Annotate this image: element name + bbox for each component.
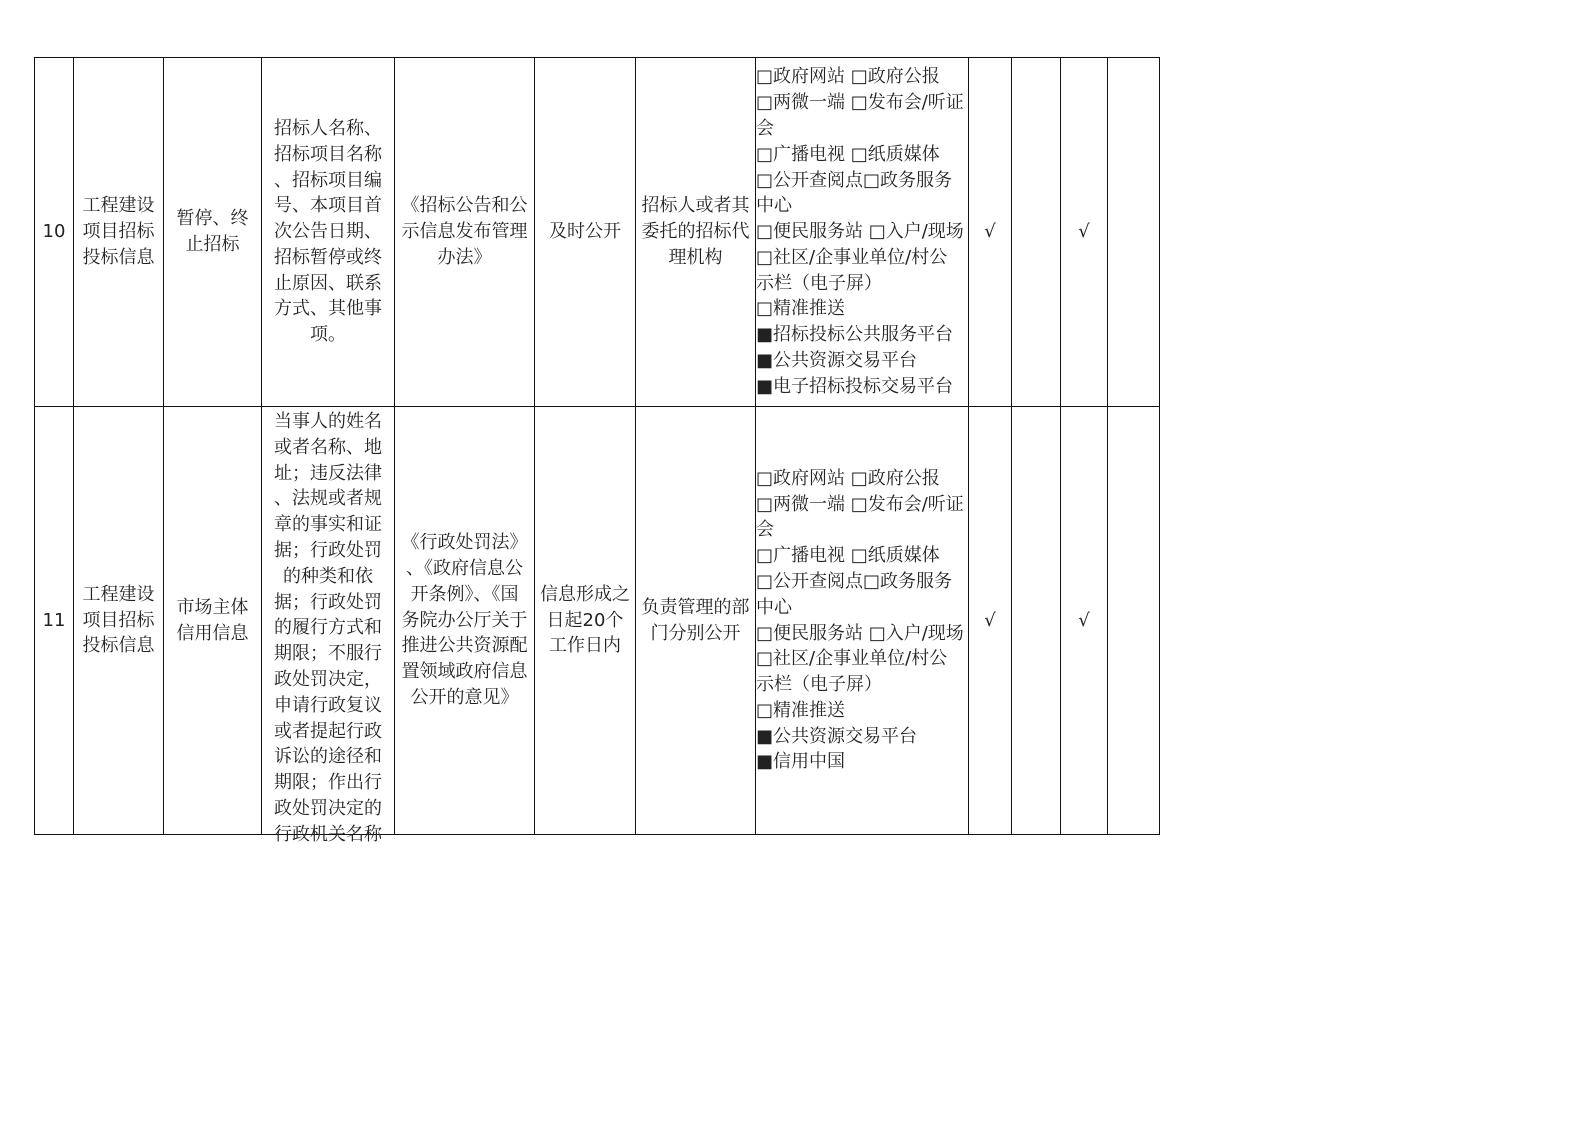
check-cell-d bbox=[1108, 58, 1160, 407]
content-cell: 当事人的姓名 或者名称、地 址；违反法律 、法规或者规 章的事实和证 据；行政处罚 的种类和依 据；行政处罚 的履行方式和 期限；不服行 政处罚决定， 申请行政复议 或者提起行政 诉讼的途径和 期限；作出行 政处罚决定的 行政机关名称 bbox=[262, 407, 395, 835]
check-cell-c: √ bbox=[1061, 407, 1108, 835]
check-cell-b bbox=[1012, 407, 1061, 835]
category-cell: 工程建设 项目招标 投标信息 bbox=[74, 58, 164, 407]
disclosure-table bbox=[34, 57, 1160, 845]
item-cell: 市场主体 信用信息 bbox=[164, 407, 262, 835]
row-index: 10 bbox=[35, 58, 74, 407]
check-cell-c: √ bbox=[1061, 58, 1108, 407]
check-cell-a: √ bbox=[969, 407, 1012, 835]
timing-cell: 及时公开 bbox=[535, 58, 636, 407]
category-cell: 工程建设 项目招标 投标信息 bbox=[74, 407, 164, 835]
table-row bbox=[35, 58, 1160, 407]
row-index: 11 bbox=[35, 407, 74, 835]
item-cell: 暂停、终 止招标 bbox=[164, 58, 262, 407]
subject-cell: 负责管理的部 门分别公开 bbox=[636, 407, 756, 835]
subject-cell: 招标人或者其 委托的招标代 理机构 bbox=[636, 58, 756, 407]
channels-cell: □政府网站 □政府公报 □两微一端 □发布会/听证 会 □广播电视 □纸质媒体 □公开查阅点□政务服务 中心 □便民服务站 □入户/现场 □社区/企事业单位/村公 示栏（电子屏） □精准推送 ■公共资源交易平台 ■信用中国 bbox=[756, 407, 969, 835]
table-row bbox=[35, 407, 1160, 835]
basis-cell: 《行政处罚法》 、《政府信息公 开条例》、《国 务院办公厅关于 推进公共资源配 置领域政府信息 公开的意见》 bbox=[395, 407, 535, 835]
check-cell-a: √ bbox=[969, 58, 1012, 407]
basis-cell: 《招标公告和公 示信息发布管理 办法》 bbox=[395, 58, 535, 407]
check-cell-d bbox=[1108, 407, 1160, 835]
timing-cell: 信息形成之 日起20个 工作日内 bbox=[535, 407, 636, 835]
content-cell: 招标人名称、 招标项目名称 、招标项目编 号、本项目首 次公告日期、 招标暂停或终 止原因、联系 方式、其他事 项。 bbox=[262, 58, 395, 407]
check-cell-b bbox=[1012, 58, 1061, 407]
channels-cell: □政府网站 □政府公报 □两微一端 □发布会/听证 会 □广播电视 □纸质媒体 □公开查阅点□政务服务 中心 □便民服务站 □入户/现场 □社区/企事业单位/村公 示栏（电子屏） □精准推送 ■招标投标公共服务平台 ■公共资源交易平台 ■电子招标投标交易平台 bbox=[756, 58, 969, 407]
